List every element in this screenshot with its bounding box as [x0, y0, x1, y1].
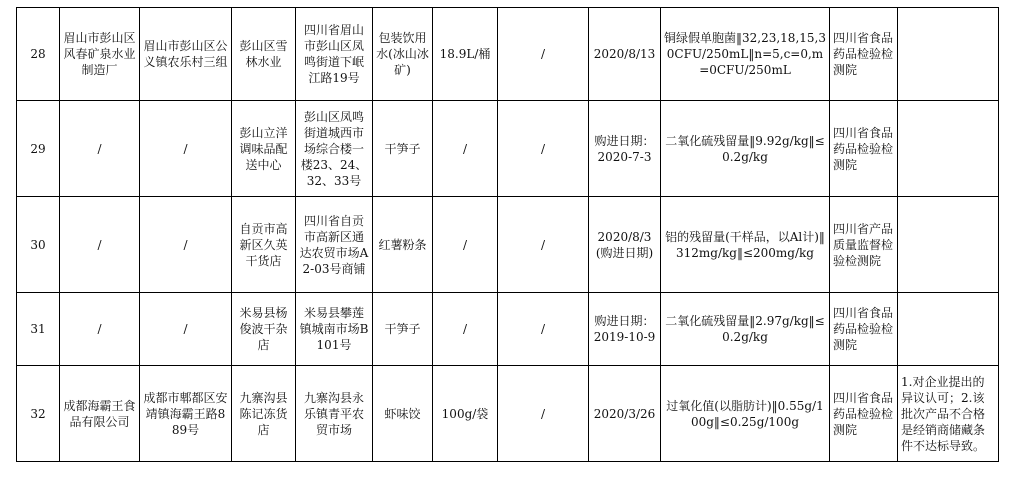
table-row: [17, 8, 999, 101]
producer-name-cell: /: [60, 101, 140, 197]
producer-address-cell: /: [140, 101, 232, 197]
sampled-unit-cell: 米易县杨俊波干杂店: [232, 293, 296, 366]
remark-cell: 1.对企业提出的异议认可；2.该批次产品不合格是经销商储藏条件不达标导致。: [898, 366, 999, 462]
product-name-cell: 干笋子: [373, 101, 433, 197]
row-number-cell: 32: [17, 366, 60, 462]
sampled-unit-cell: 彭山区雪林水业: [232, 8, 296, 101]
sampled-address-cell: 四川省自贡市高新区通达农贸市场A2-03号商铺: [296, 197, 373, 293]
spec-cell: /: [433, 197, 498, 293]
production-date-cell: 购进日期：2019-10-9: [589, 293, 661, 366]
product-name-cell: 干笋子: [373, 293, 433, 366]
remark-cell: [898, 293, 999, 366]
product-name-cell: 包装饮用水(冰山冰矿): [373, 8, 433, 101]
spec-cell: 18.9L/桶: [433, 8, 498, 101]
producer-name-cell: /: [60, 293, 140, 366]
production-date-cell: 2020/3/26: [589, 366, 661, 462]
inspection-results-table: [16, 7, 999, 462]
failed-item-cell: 铜绿假单胞菌‖32,23,18,15,30CFU/250mL‖n=5,c=0,m=0CFU/250mL: [661, 8, 830, 101]
testing-agency-cell: 四川省食品药品检验检测院: [830, 8, 898, 101]
sampled-address-cell: 四川省眉山市彭山区凤鸣街道下岷江路19号: [296, 8, 373, 101]
production-date-cell: 购进日期：2020-7-3: [589, 101, 661, 197]
brand-cell: /: [498, 197, 589, 293]
remark-cell: [898, 101, 999, 197]
product-name-cell: 红薯粉条: [373, 197, 433, 293]
sampled-address-cell: 彭山区凤鸣街道城西市场综合楼一楼23、24、32、33号: [296, 101, 373, 197]
producer-name-cell: 成都海霸王食品有限公司: [60, 366, 140, 462]
sampled-unit-cell: 九寨沟县陈记冻货店: [232, 366, 296, 462]
brand-cell: /: [498, 101, 589, 197]
sampled-unit-cell: 自贡市高新区久英干货店: [232, 197, 296, 293]
sampled-address-cell: 米易县攀莲镇城南市场B101号: [296, 293, 373, 366]
producer-name-cell: 眉山市彭山区风春矿泉水业制造厂: [60, 8, 140, 101]
product-name-cell: 虾味饺: [373, 366, 433, 462]
remark-cell: [898, 8, 999, 101]
failed-item-cell: 二氧化硫残留量‖9.92g/kg‖≤0.2g/kg: [661, 101, 830, 197]
spec-cell: 100g/袋: [433, 366, 498, 462]
producer-address-cell: /: [140, 197, 232, 293]
testing-agency-cell: 四川省食品药品检验检测院: [830, 293, 898, 366]
table-row: [17, 366, 999, 462]
row-number-cell: 28: [17, 8, 60, 101]
production-date-cell: 2020/8/3(购进日期): [589, 197, 661, 293]
row-number-cell: 30: [17, 197, 60, 293]
brand-cell: /: [498, 8, 589, 101]
spec-cell: /: [433, 101, 498, 197]
failed-item-cell: 过氧化值(以脂肪计)‖0.55g/100g‖≤0.25g/100g: [661, 366, 830, 462]
producer-name-cell: /: [60, 197, 140, 293]
row-number-cell: 31: [17, 293, 60, 366]
spec-cell: /: [433, 293, 498, 366]
brand-cell: /: [498, 366, 589, 462]
sampled-address-cell: 九寨沟县永乐镇青平农贸市场: [296, 366, 373, 462]
row-number-cell: 29: [17, 101, 60, 197]
testing-agency-cell: 四川省食品药品检验检测院: [830, 101, 898, 197]
remark-cell: [898, 197, 999, 293]
testing-agency-cell: 四川省产品质量监督检验检测院: [830, 197, 898, 293]
producer-address-cell: 眉山市彭山区公义镇农乐村三组: [140, 8, 232, 101]
production-date-cell: 2020/8/13: [589, 8, 661, 101]
failed-item-cell: 铝的残留量(干样品，以Al计)‖312mg/kg‖≤200mg/kg: [661, 197, 830, 293]
document-page: [16, 7, 999, 462]
producer-address-cell: /: [140, 293, 232, 366]
table-row: [17, 197, 999, 293]
producer-address-cell: 成都市郫都区安靖镇海霸王路889号: [140, 366, 232, 462]
table-row: [17, 101, 999, 197]
brand-cell: /: [498, 293, 589, 366]
sampled-unit-cell: 彭山立洋调味品配送中心: [232, 101, 296, 197]
failed-item-cell: 二氧化硫残留量‖2.97g/kg‖≤0.2g/kg: [661, 293, 830, 366]
testing-agency-cell: 四川省食品药品检验检测院: [830, 366, 898, 462]
table-row: [17, 293, 999, 366]
